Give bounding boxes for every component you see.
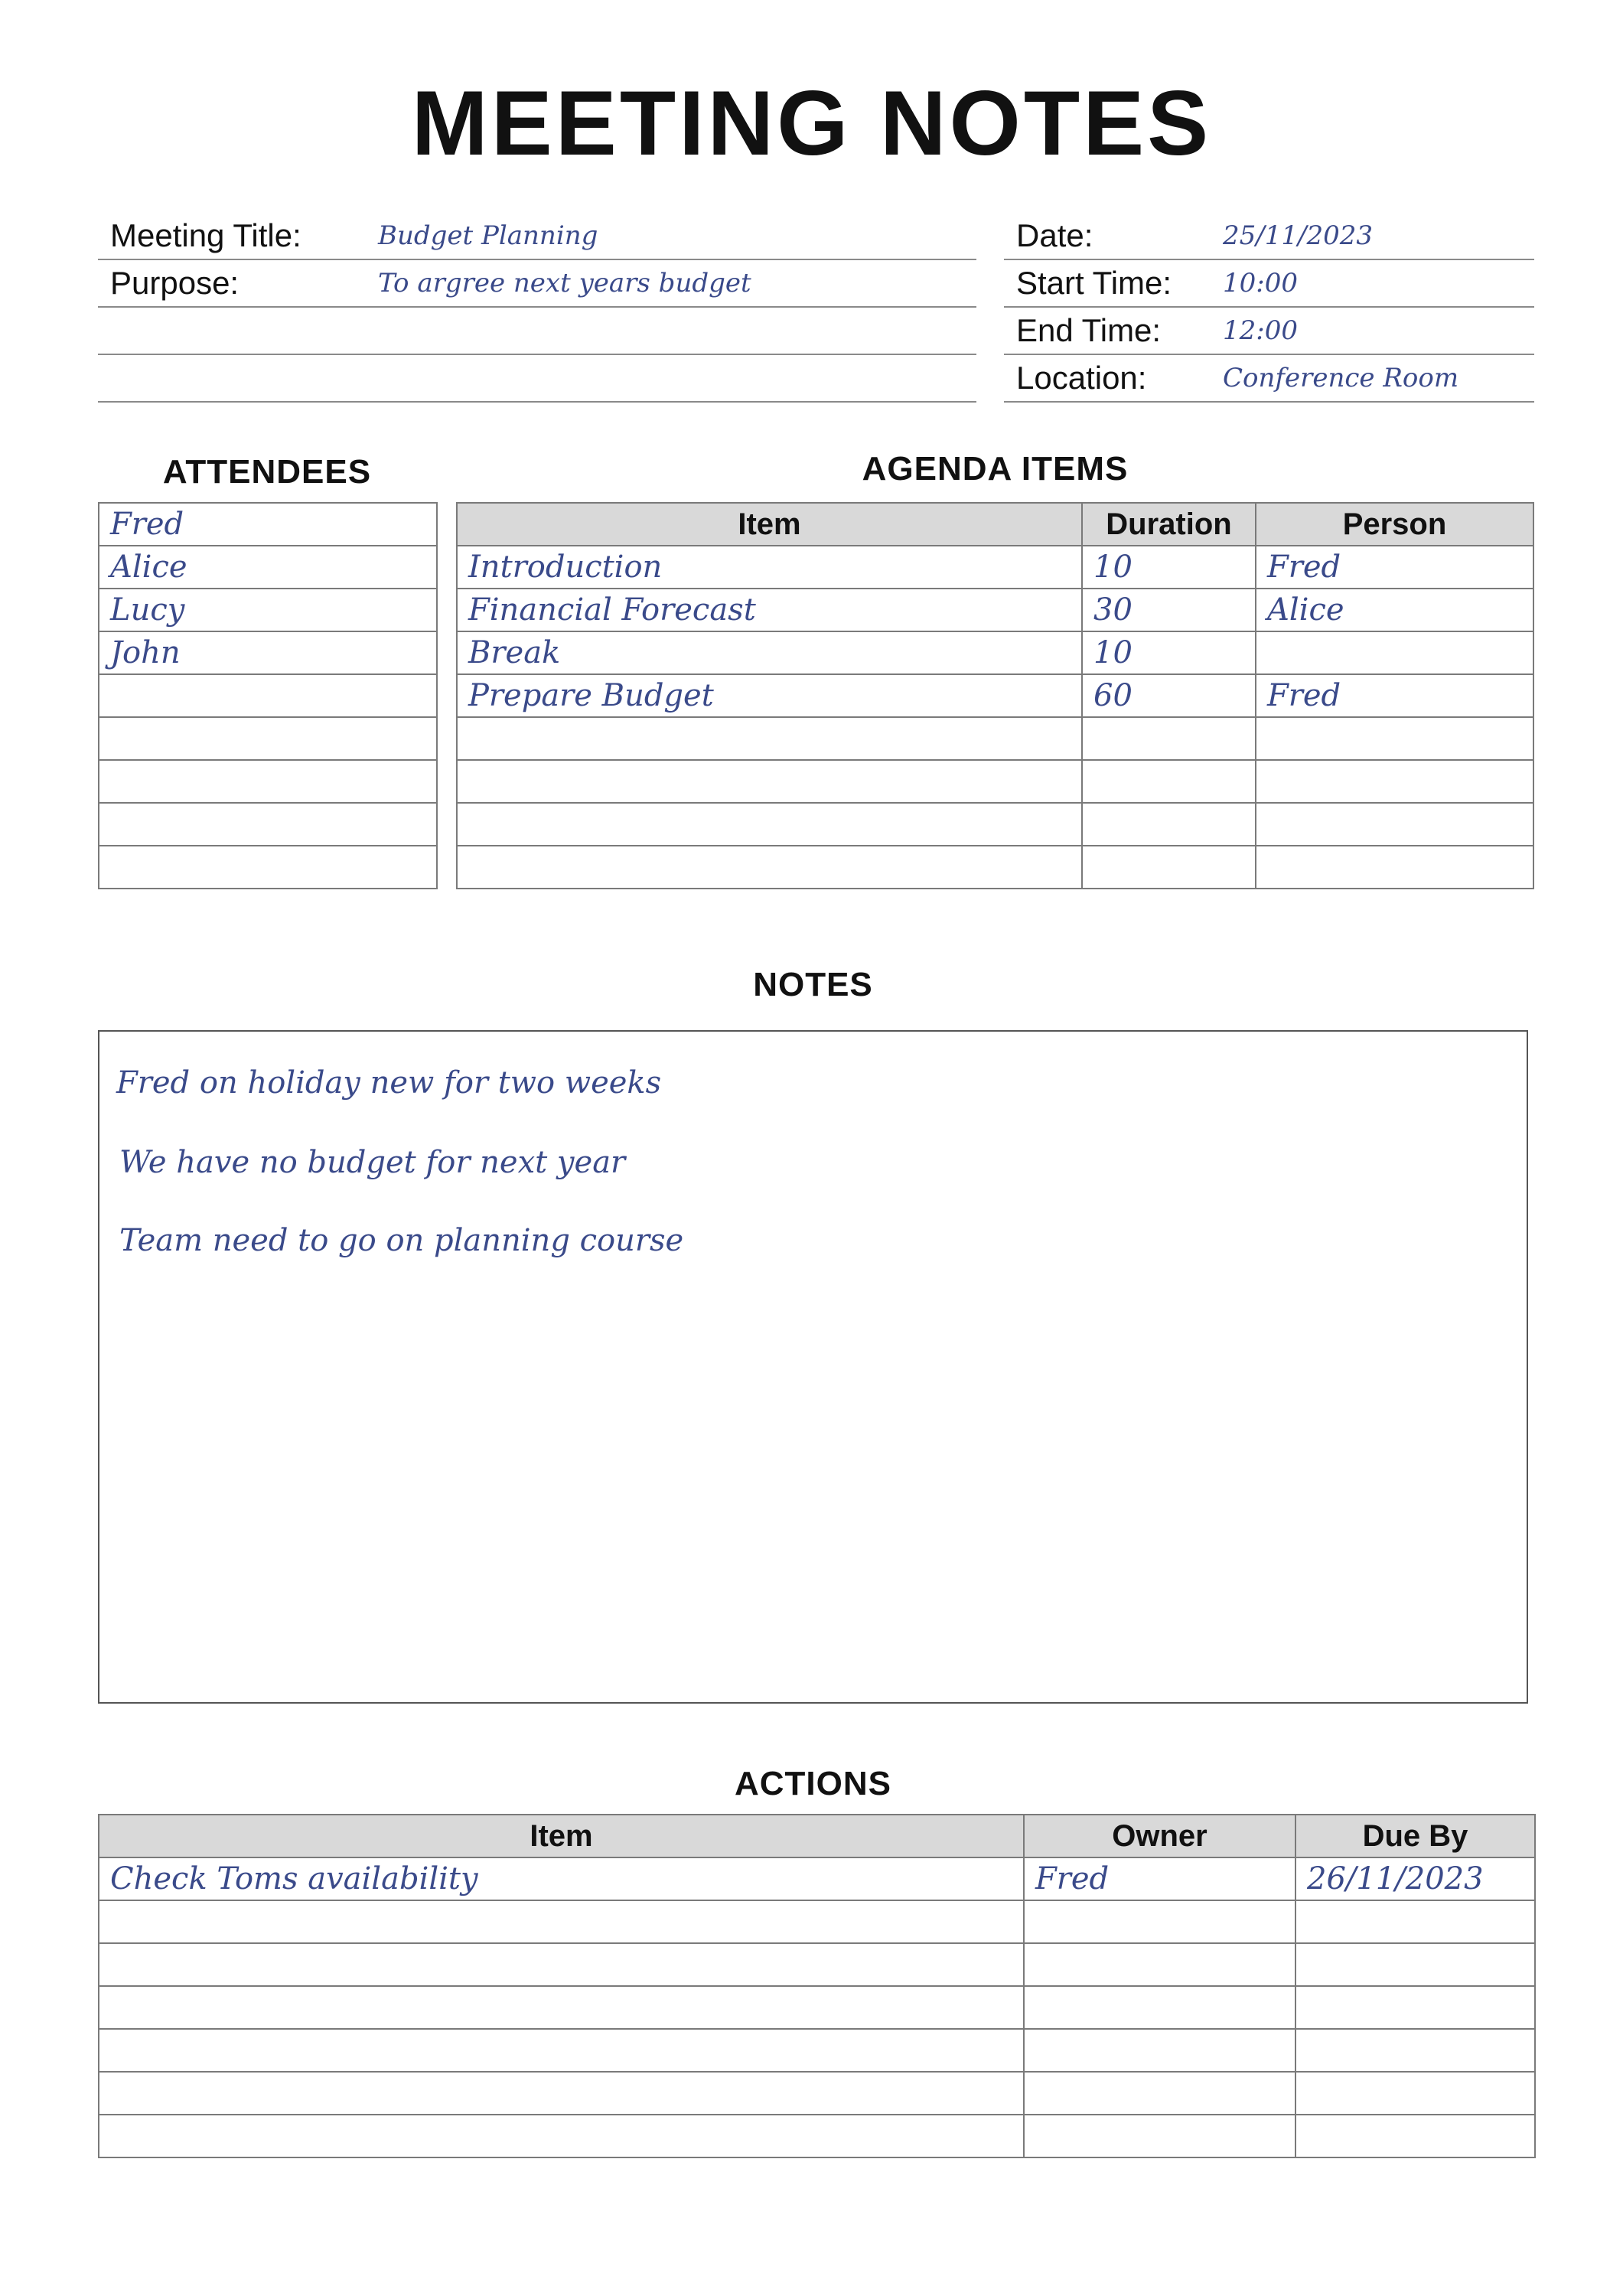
agenda-duration-cell[interactable]: [1082, 760, 1256, 803]
agenda-row: [457, 803, 1533, 846]
agenda-col-person: Person: [1256, 503, 1533, 546]
agenda-col-item: Item: [457, 503, 1082, 546]
attendees-table: [98, 502, 438, 889]
agenda-row: [457, 631, 1533, 674]
agenda-item-cell[interactable]: Introduction: [457, 546, 1082, 589]
meeting-title-label: Meeting Title:: [110, 217, 301, 253]
location-value[interactable]: Conference Room: [1223, 363, 1459, 393]
action-owner-cell[interactable]: [1024, 1986, 1295, 2029]
meeting-title-value[interactable]: Budget Planning: [378, 220, 598, 251]
action-item-cell[interactable]: [99, 2115, 1024, 2157]
note-line: Team need to go on planning course: [119, 1223, 684, 1258]
agenda-duration-cell[interactable]: 10: [1082, 631, 1256, 674]
note-line: Fred on holiday new for two weeks: [116, 1065, 662, 1101]
attendee-cell[interactable]: [99, 760, 437, 803]
action-owner-cell[interactable]: Fred: [1024, 1857, 1295, 1900]
agenda-person-cell[interactable]: Alice: [1256, 589, 1533, 631]
agenda-col-duration: Duration: [1082, 503, 1256, 546]
action-row: [99, 2072, 1535, 2115]
action-due-cell[interactable]: [1295, 1943, 1535, 1986]
purpose-row: [98, 260, 976, 308]
action-owner-cell[interactable]: [1024, 2115, 1295, 2157]
agenda-duration-cell[interactable]: [1082, 846, 1256, 889]
agenda-row: [457, 717, 1533, 760]
agenda-item-cell[interactable]: Break: [457, 631, 1082, 674]
agenda-duration-cell[interactable]: [1082, 717, 1256, 760]
date-row: [1004, 213, 1534, 260]
attendee-cell[interactable]: [99, 674, 437, 717]
agenda-row: [457, 760, 1533, 803]
agenda-row: [457, 846, 1533, 889]
actions-col-due: Due By: [1295, 1815, 1535, 1857]
action-due-cell[interactable]: [1295, 2115, 1535, 2157]
start-time-value[interactable]: 10:00: [1223, 268, 1298, 298]
attendee-cell[interactable]: [99, 803, 437, 846]
agenda-person-cell[interactable]: Fred: [1256, 674, 1533, 717]
agenda-duration-cell[interactable]: 10: [1082, 546, 1256, 589]
blank-header-line[interactable]: [98, 308, 976, 355]
agenda-row: [457, 546, 1533, 589]
action-row: [99, 1986, 1535, 2029]
actions-col-owner: Owner: [1024, 1815, 1295, 1857]
attendee-cell[interactable]: Fred: [99, 503, 437, 546]
agenda-person-cell[interactable]: [1256, 760, 1533, 803]
attendee-cell[interactable]: Lucy: [99, 589, 437, 631]
start-time-row: [1004, 260, 1534, 308]
actions-col-item: Item: [99, 1815, 1024, 1857]
date-value[interactable]: 25/11/2023: [1223, 220, 1373, 251]
location-label: Location:: [1016, 360, 1147, 396]
agenda-table: [456, 502, 1534, 889]
agenda-item-cell[interactable]: [457, 803, 1082, 846]
agenda-heading: AGENDA ITEMS: [862, 450, 1129, 488]
action-due-cell[interactable]: [1295, 1986, 1535, 2029]
end-time-row: [1004, 308, 1534, 355]
start-time-label: Start Time:: [1016, 265, 1172, 301]
action-owner-cell[interactable]: [1024, 2072, 1295, 2115]
action-due-cell[interactable]: [1295, 2029, 1535, 2072]
agenda-item-cell[interactable]: [457, 717, 1082, 760]
attendee-cell[interactable]: [99, 717, 437, 760]
purpose-label: Purpose:: [110, 265, 240, 301]
action-owner-cell[interactable]: [1024, 1943, 1295, 1986]
action-due-cell[interactable]: [1295, 2072, 1535, 2115]
action-owner-cell[interactable]: [1024, 2029, 1295, 2072]
action-item-cell[interactable]: Check Toms availability: [99, 1857, 1024, 1900]
action-row: [99, 1900, 1535, 1943]
action-owner-cell[interactable]: [1024, 1900, 1295, 1943]
actions-table: [98, 1814, 1536, 2158]
action-item-cell[interactable]: [99, 1943, 1024, 1986]
action-item-cell[interactable]: [99, 2072, 1024, 2115]
agenda-duration-cell[interactable]: 30: [1082, 589, 1256, 631]
end-time-value[interactable]: 12:00: [1223, 315, 1298, 346]
action-due-cell[interactable]: [1295, 1900, 1535, 1943]
page-title: MEETING NOTES: [411, 72, 1212, 174]
agenda-duration-cell[interactable]: [1082, 803, 1256, 846]
attendee-cell[interactable]: [99, 846, 437, 889]
agenda-person-cell[interactable]: [1256, 631, 1533, 674]
action-item-cell[interactable]: [99, 1900, 1024, 1943]
end-time-label: End Time:: [1016, 312, 1162, 348]
action-due-cell[interactable]: 26/11/2023: [1295, 1857, 1535, 1900]
purpose-value[interactable]: To argree next years budget: [378, 268, 751, 298]
blank-header-line[interactable]: [98, 355, 976, 403]
agenda-item-cell[interactable]: [457, 846, 1082, 889]
notes-box[interactable]: [98, 1030, 1528, 1704]
action-item-cell[interactable]: [99, 2029, 1024, 2072]
agenda-person-cell[interactable]: Fred: [1256, 546, 1533, 589]
location-row: [1004, 355, 1534, 403]
attendee-cell[interactable]: Alice: [99, 546, 437, 589]
agenda-person-cell[interactable]: [1256, 717, 1533, 760]
action-row: [99, 1857, 1535, 1900]
agenda-item-cell[interactable]: Financial Forecast: [457, 589, 1082, 631]
attendee-cell[interactable]: John: [99, 631, 437, 674]
agenda-person-cell[interactable]: [1256, 846, 1533, 889]
attendees-heading: ATTENDEES: [162, 453, 372, 491]
note-line: We have no budget for next year: [119, 1145, 626, 1180]
agenda-item-cell[interactable]: Prepare Budget: [457, 674, 1082, 717]
action-row: [99, 1943, 1535, 1986]
meeting-title-row: [98, 213, 976, 260]
agenda-person-cell[interactable]: [1256, 803, 1533, 846]
date-label: Date:: [1016, 217, 1093, 253]
agenda-item-cell[interactable]: [457, 760, 1082, 803]
notes-heading: NOTES: [753, 966, 873, 1003]
action-row: [99, 2115, 1535, 2157]
action-item-cell[interactable]: [99, 1986, 1024, 2029]
agenda-row: [457, 674, 1533, 717]
action-row: [99, 2029, 1535, 2072]
agenda-duration-cell[interactable]: 60: [1082, 674, 1256, 717]
agenda-row: [457, 589, 1533, 631]
actions-heading: ACTIONS: [735, 1765, 891, 1802]
